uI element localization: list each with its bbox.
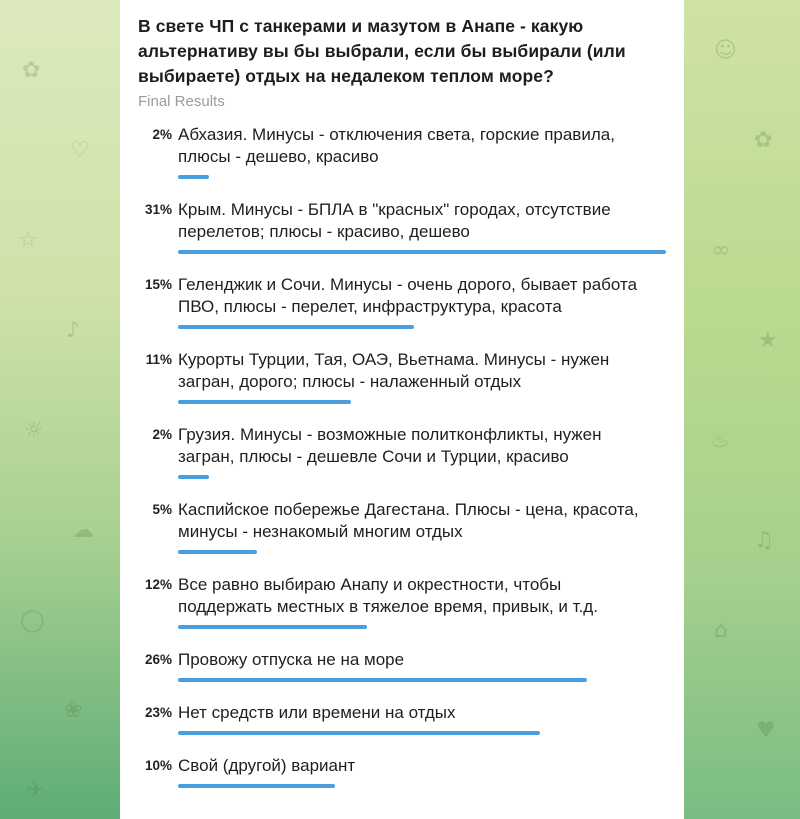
option-text: Абхазия. Минусы - отключения света, горские правила, плюсы - дешево, красиво xyxy=(178,125,615,166)
poll-option[interactable] xyxy=(138,274,666,329)
star-doodle-icon: ★ xyxy=(758,328,778,353)
balloon-doodle-icon: ◯ xyxy=(20,608,45,633)
sun-doodle-icon: ☼ xyxy=(24,418,44,443)
option-percent: 31% xyxy=(144,202,172,217)
result-bar-track xyxy=(178,550,666,554)
chat-background-left xyxy=(0,0,120,819)
option-percent: 10% xyxy=(144,758,172,773)
poll-option[interactable] xyxy=(138,199,666,254)
cake-doodle-icon: ♨ xyxy=(710,428,730,453)
poll-option[interactable] xyxy=(138,574,666,629)
poll-option[interactable] xyxy=(138,755,666,788)
option-percent: 12% xyxy=(144,577,172,592)
result-bar xyxy=(178,784,335,788)
option-percent: 11% xyxy=(145,352,172,367)
option-text: Свой (другой) вариант xyxy=(178,756,356,775)
result-bar-track xyxy=(178,784,666,788)
poll-options-list xyxy=(138,124,666,788)
poll-question: В свете ЧП с танкерами и мазутом в Анапе - какую альтернативу вы бы выбрали, если бы выбирали (или выбираете) отдых на недалеком теплом море? xyxy=(138,16,626,86)
result-bar xyxy=(178,731,540,735)
house-doodle-icon: ⌂ xyxy=(714,618,728,643)
result-bar xyxy=(178,175,209,179)
fish-doodle-icon: ∞ xyxy=(712,238,731,263)
cat-doodle-icon: ✿ xyxy=(754,128,773,153)
option-percent: 26% xyxy=(144,652,172,667)
option-text: Крым. Минусы - БПЛА в "красных" городах, отсутствие перелетов; плюсы - красиво, дешево xyxy=(178,200,611,241)
result-bar xyxy=(178,325,414,329)
heart-doodle-icon: ♡ xyxy=(70,138,90,163)
option-percent: 2% xyxy=(152,427,172,442)
smile-doodle-icon: ☺ xyxy=(714,38,737,63)
result-bar xyxy=(178,678,587,682)
result-bar xyxy=(178,625,367,629)
result-bar-track xyxy=(178,731,666,735)
result-bar-track xyxy=(178,325,666,329)
option-percent: 23% xyxy=(144,705,172,720)
poll-option[interactable] xyxy=(138,702,666,735)
poll-option[interactable] xyxy=(138,349,666,404)
paw-doodle-icon: ✿ xyxy=(22,58,41,83)
poll-status: Final Results xyxy=(138,93,225,110)
poll-option[interactable] xyxy=(138,649,666,682)
music-doodle-icon: ♪ xyxy=(66,318,81,343)
note-doodle-icon: ♫ xyxy=(754,528,774,553)
result-bar-track xyxy=(178,250,666,254)
option-percent: 15% xyxy=(144,277,172,292)
result-bar xyxy=(178,550,257,554)
cloud-doodle-icon: ☁ xyxy=(72,518,94,543)
result-bar-track xyxy=(178,625,666,629)
option-text: Нет средств или времени на отдых xyxy=(178,703,456,722)
result-bar xyxy=(178,250,666,254)
option-text: Курорты Турции, Тая, ОАЭ, Вьетнама. Минусы - нужен загран, дорого; плюсы - налаженный отдых xyxy=(178,350,610,391)
option-text: Каспийское побережье Дагестана. Плюсы - цена, красота, минусы - незнакомый многим отдых xyxy=(178,500,639,541)
option-text: Провожу отпуска не на море xyxy=(178,650,405,669)
star-doodle-icon: ☆ xyxy=(18,228,38,253)
poll-message-bubble xyxy=(120,0,684,819)
result-bar-track xyxy=(178,400,666,404)
plane-doodle-icon: ✈ xyxy=(26,778,45,803)
option-text: Все равно выбираю Анапу и окрестности, чтобы поддержать местных в тяжелое время, привык, и т.д. xyxy=(178,575,598,616)
result-bar-track xyxy=(178,175,666,179)
poll-option[interactable] xyxy=(138,499,666,554)
result-bar xyxy=(178,400,351,404)
option-percent: 2% xyxy=(152,127,172,142)
option-percent: 5% xyxy=(152,502,172,517)
result-bar-track xyxy=(178,475,666,479)
result-bar xyxy=(178,475,209,479)
chat-background-right xyxy=(684,0,800,819)
poll-option[interactable] xyxy=(138,124,666,179)
option-text: Геленджик и Сочи. Минусы - очень дорого, бывает работа ПВО, плюсы - перелет, инфраструктура, красота xyxy=(178,275,638,316)
heart-doodle-icon: ♥ xyxy=(756,718,776,743)
result-bar-track xyxy=(178,678,666,682)
flower-doodle-icon: ❀ xyxy=(64,698,83,723)
poll-option[interactable] xyxy=(138,424,666,479)
option-text: Грузия. Минусы - возможные политконфликты, нужен загран, плюсы - дешевле Сочи и Турции, красиво xyxy=(178,425,602,466)
